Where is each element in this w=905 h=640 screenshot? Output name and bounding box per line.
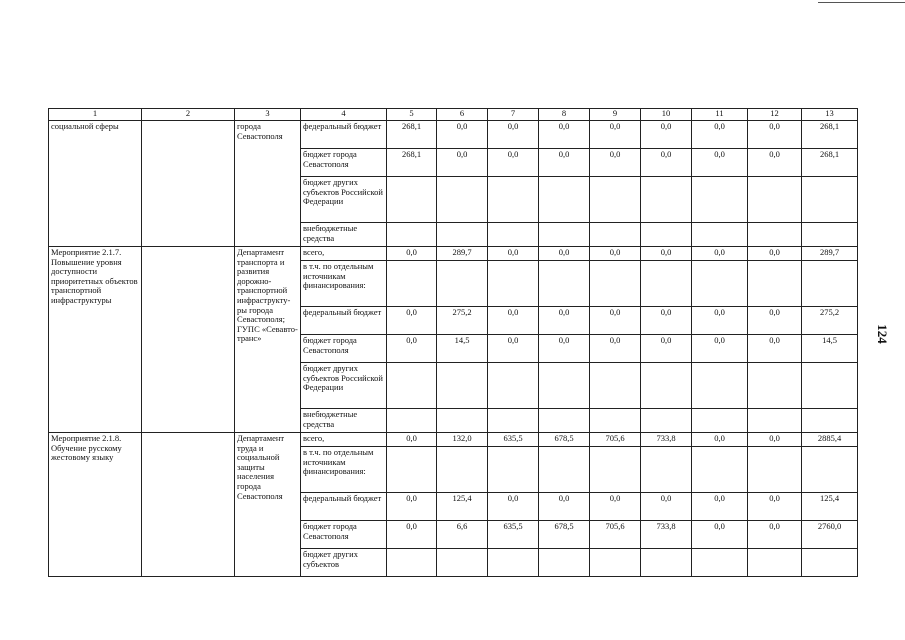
value-cell [488,177,539,223]
value-cell: 0,0 [748,521,802,549]
value-cell: 0,0 [641,247,692,261]
block-col1: социальной сферы [49,121,142,247]
value-cell [802,549,858,577]
column-header: 2 [142,109,235,121]
value-cell [437,549,488,577]
column-header: 7 [488,109,539,121]
value-cell [437,261,488,307]
value-cell: 733,8 [641,521,692,549]
block-col2 [142,247,235,433]
value-cell [488,363,539,409]
value-cell [748,223,802,247]
table-row [49,247,858,261]
value-cell [748,177,802,223]
value-cell [488,261,539,307]
value-cell [692,177,748,223]
value-cell [488,447,539,493]
value-cell: 0,0 [692,335,748,363]
column-header: 9 [590,109,641,121]
value-cell: 0,0 [437,149,488,177]
value-cell [802,409,858,433]
value-cell [802,261,858,307]
value-cell: 0,0 [488,247,539,261]
value-cell: 0,0 [692,149,748,177]
value-cell [641,261,692,307]
value-cell: 0,0 [539,121,590,149]
value-cell: 0,0 [748,493,802,521]
value-cell [641,409,692,433]
column-header: 3 [235,109,301,121]
value-cell [488,223,539,247]
value-cell: 0,0 [387,335,437,363]
value-cell [748,261,802,307]
value-cell: 678,5 [539,521,590,549]
value-cell: 268,1 [387,121,437,149]
value-cell: 0,0 [641,493,692,521]
funding-source: в т.ч. по отдельным источникам финансирования: [301,261,387,307]
block-col3: Департамент труда и социальной защиты населения города Севастополя [235,433,301,577]
value-cell [539,447,590,493]
value-cell [692,363,748,409]
value-cell [387,261,437,307]
value-cell [748,363,802,409]
value-cell: 275,2 [802,307,858,335]
value-cell: 0,0 [748,121,802,149]
value-cell [539,177,590,223]
value-cell: 0,0 [590,247,641,261]
value-cell: 0,0 [539,335,590,363]
value-cell: 0,0 [539,493,590,521]
table-row [49,121,858,149]
column-header: 11 [692,109,748,121]
value-cell [387,177,437,223]
value-cell: 268,1 [802,149,858,177]
column-header: 6 [437,109,488,121]
value-cell: 0,0 [692,247,748,261]
value-cell: 0,0 [692,307,748,335]
value-cell: 0,0 [692,493,748,521]
value-cell: 0,0 [641,335,692,363]
value-cell: 0,0 [539,247,590,261]
block-col3: Департамент транспорта и развития дорожно-транспортной инфраструкту-ры города Севастополя; ГУПС «Севавто-транс» [235,247,301,433]
value-cell: 0,0 [641,121,692,149]
value-cell [748,409,802,433]
column-header: 5 [387,109,437,121]
value-cell: 0,0 [641,149,692,177]
value-cell [692,261,748,307]
budget-table [48,108,858,577]
funding-source: федеральный бюджет [301,307,387,335]
block-col2 [142,121,235,247]
value-cell: 0,0 [590,335,641,363]
value-cell [641,363,692,409]
value-cell [437,409,488,433]
value-cell [387,409,437,433]
value-cell [437,177,488,223]
value-cell [539,363,590,409]
value-cell: 268,1 [387,149,437,177]
value-cell: 0,0 [488,149,539,177]
value-cell [641,447,692,493]
value-cell: 125,4 [802,493,858,521]
value-cell [387,549,437,577]
block-col2 [142,433,235,577]
funding-source: федеральный бюджет [301,493,387,521]
value-cell: 678,5 [539,433,590,447]
value-cell: 125,4 [437,493,488,521]
column-header: 4 [301,109,387,121]
funding-source: федеральный бюджет [301,121,387,149]
value-cell [748,447,802,493]
funding-source: всего, [301,433,387,447]
value-cell [539,261,590,307]
value-cell: 2760,0 [802,521,858,549]
value-cell: 0,0 [641,307,692,335]
value-cell [641,177,692,223]
value-cell: 635,5 [488,433,539,447]
value-cell: 0,0 [692,521,748,549]
value-cell [590,447,641,493]
block-col1: Мероприятие 2.1.8. Обучение русскому жестовому языку [49,433,142,577]
value-cell: 0,0 [590,493,641,521]
value-cell: 0,0 [488,121,539,149]
value-cell: 705,6 [590,433,641,447]
value-cell [437,447,488,493]
value-cell: 132,0 [437,433,488,447]
funding-source: бюджет города Севастополя [301,335,387,363]
value-cell: 0,0 [748,335,802,363]
value-cell: 14,5 [437,335,488,363]
value-cell: 0,0 [748,247,802,261]
value-cell: 0,0 [590,307,641,335]
value-cell: 0,0 [692,433,748,447]
value-cell: 268,1 [802,121,858,149]
table-row [49,433,858,447]
value-cell: 0,0 [387,493,437,521]
value-cell [802,447,858,493]
header-row [49,109,858,121]
value-cell: 0,0 [437,121,488,149]
value-cell [692,223,748,247]
value-cell [488,409,539,433]
value-cell [641,549,692,577]
value-cell [590,261,641,307]
funding-source: бюджет города Севастополя [301,149,387,177]
value-cell: 0,0 [748,433,802,447]
block-col1: Мероприятие 2.1.7. Повышение уровня доступности приоритетных объектов транспортной инфраструктуры [49,247,142,433]
page-number: 124 [874,324,890,344]
value-cell [590,363,641,409]
value-cell [437,223,488,247]
value-cell [590,177,641,223]
value-cell [748,549,802,577]
value-cell [387,447,437,493]
top-rule [818,2,905,3]
value-cell: 0,0 [590,121,641,149]
funding-source: внебюджетные средства [301,223,387,247]
block-col3: города Севастополя [235,121,301,247]
value-cell: 0,0 [387,521,437,549]
value-cell: 0,0 [488,307,539,335]
value-cell: 635,5 [488,521,539,549]
column-header: 10 [641,109,692,121]
funding-source: в т.ч. по отдельным источникам финансирования: [301,447,387,493]
funding-source: всего, [301,247,387,261]
value-cell: 275,2 [437,307,488,335]
value-cell: 733,8 [641,433,692,447]
value-cell: 0,0 [488,493,539,521]
value-cell [590,223,641,247]
value-cell: 0,0 [539,149,590,177]
value-cell: 0,0 [387,433,437,447]
value-cell: 0,0 [590,149,641,177]
value-cell [437,363,488,409]
value-cell [641,223,692,247]
value-cell: 0,0 [488,335,539,363]
value-cell: 289,7 [437,247,488,261]
column-header: 1 [49,109,142,121]
funding-source: бюджет других субъектов [301,549,387,577]
value-cell: 0,0 [692,121,748,149]
value-cell [387,223,437,247]
column-header: 8 [539,109,590,121]
column-header: 12 [748,109,802,121]
value-cell [539,549,590,577]
value-cell [488,549,539,577]
value-cell [692,447,748,493]
value-cell: 2885,4 [802,433,858,447]
funding-source: внебюджетные средства [301,409,387,433]
value-cell: 0,0 [539,307,590,335]
value-cell [802,223,858,247]
value-cell: 0,0 [748,149,802,177]
value-cell [539,223,590,247]
value-cell [590,409,641,433]
value-cell: 289,7 [802,247,858,261]
value-cell: 0,0 [387,307,437,335]
value-cell: 0,0 [387,247,437,261]
value-cell [539,409,590,433]
value-cell [802,363,858,409]
value-cell: 14,5 [802,335,858,363]
funding-source: бюджет других субъектов Российской Федерации [301,177,387,223]
value-cell: 0,0 [748,307,802,335]
value-cell [590,549,641,577]
value-cell [692,549,748,577]
value-cell [802,177,858,223]
funding-source: бюджет города Севастополя [301,521,387,549]
value-cell [387,363,437,409]
value-cell: 705,6 [590,521,641,549]
value-cell [692,409,748,433]
column-header: 13 [802,109,858,121]
value-cell: 6,6 [437,521,488,549]
funding-source: бюджет других субъектов Российской Федерации [301,363,387,409]
